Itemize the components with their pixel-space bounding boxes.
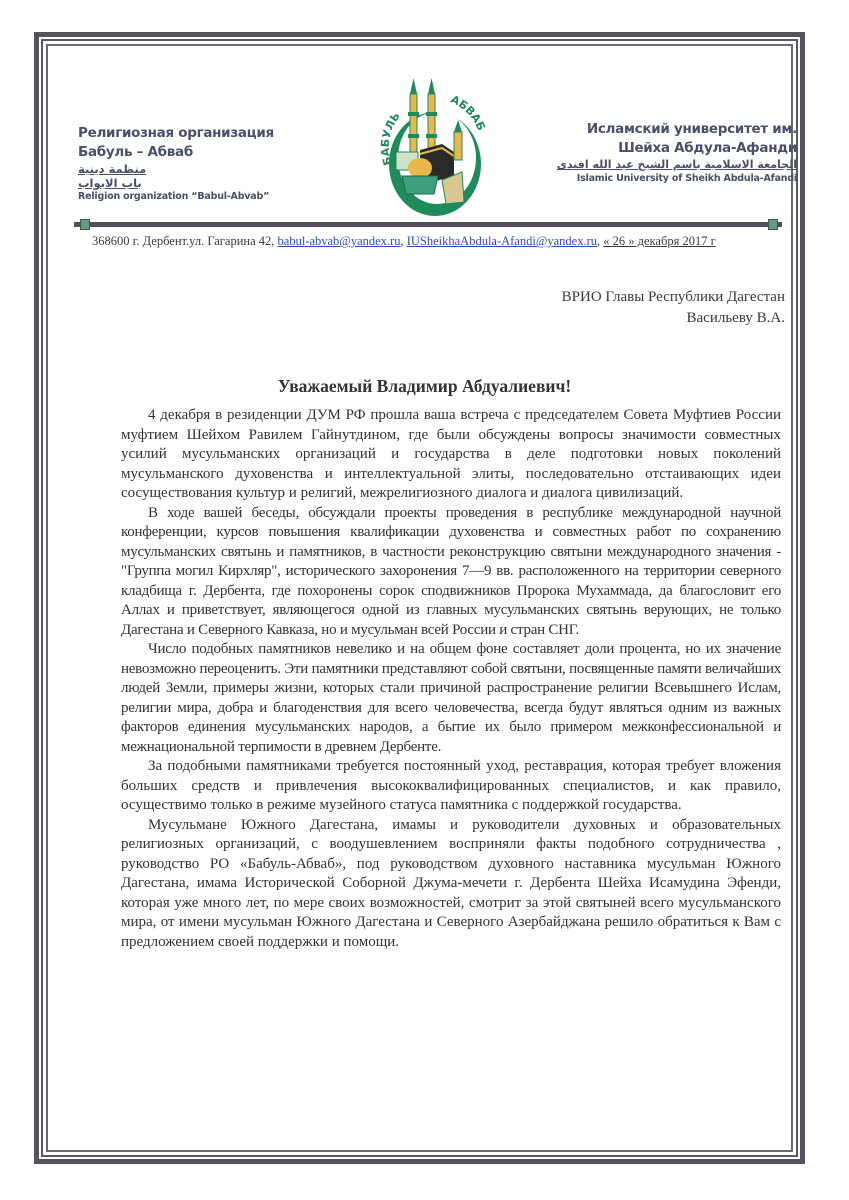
- separator-cap-left: [80, 219, 90, 230]
- org-name-english: Religion organization “Babul-Abvab”: [78, 191, 270, 202]
- address-line: [92, 234, 716, 249]
- body-paragraph: В ходе вашей беседы, обсуждали проекты проведения в республике международной научной конференции, курсов повышения квалификации духовенства и совместных работ по сохранению мусульманских святынь и памятников, в частности реконструкцию святыни международного значения - "Группа могил Кирхляр", исторического захоронения 7—9 вв. расположенного на территории северного кладбища г. Дербента, где похоронены сорок сподвижников Пророка Мухаммада, да благословит его Аллах и приветствует, являющегося одной из главных мусульманских святынь верующих, не только Дагестана и Северного Кавказа, но и мусульман всей России и стран СНГ.: [121, 504, 781, 638]
- letter-body: [121, 406, 781, 952]
- org-name-line2: Бабуль – Абваб: [78, 144, 193, 160]
- recipient-block: [562, 287, 785, 329]
- letter-date: « 26 » декабря 2017 г: [603, 234, 716, 248]
- body-paragraph: 4 декабря в резиденции ДУМ РФ прошла ваша встреча с председателем Совета Муфтиев России муфтием Шейхом Равилем Гайнутдином, где были обсуждены вопросы значимости совместных усилий мусульманских организаций и государства в деле подготовки новых поколений мусульманского духовенства и интеллектуальной элиты, последовательно отстаивающих идеи сосуществования культур и религий, межрелигиозного диалога и диалога цивилизаций.: [121, 407, 781, 501]
- org-name-arabic: منظمة دينية باب الابواب: [78, 162, 147, 190]
- salutation: Уважаемый Владимир Абдуалиевич!: [277, 376, 572, 396]
- recipient-name: Васильеву В.А.: [686, 310, 785, 326]
- university-name-arabic: الجامعة الاسلامية باسم الشيخ عبد الله افندى: [556, 158, 797, 171]
- recipient-title: ВРИО Главы Республики Дагестан: [561, 289, 785, 305]
- university-name-english: Islamic University of Sheikh Abdula-Afandi: [576, 173, 797, 184]
- mosque-logo-icon: [370, 72, 500, 217]
- postal-address: 368600 г. Дербент.ул. Гагарина 42,: [92, 234, 278, 248]
- org-name-line1: Религиозная организация: [78, 125, 274, 141]
- body-paragraph: Мусульмане Южного Дагестана, имамы и руководители духовных и образовательных религиозных организаций, с воодушевлением восприняли факты подобного сотрудничества , руководство РО «Бабуль-Абваб», под руководством духовного наставника мусульман Южного Дагестана, имама Исторической Соборной Джума-мечети г. Дербента Шейха Исамудина Эфенди, которая уже много лет, по мере своих возможностей, смотрит за этой святыней всего мусульманского мира, от имени мусульман Южного Дагестана и Северного Азербайджана решило обратиться к Вам с предложением своей поддержки и помощи.: [121, 816, 781, 950]
- letterhead-left: [78, 124, 318, 204]
- address-separator: ,: [400, 234, 407, 248]
- babul-abvab-logo: [370, 72, 500, 217]
- letterhead-separator: [74, 222, 782, 227]
- address-separator: ,: [597, 234, 604, 248]
- email-link-university[interactable]: IUSheikhaAbdula-Afandi@yandex.ru: [406, 234, 597, 248]
- svg-text:БАБУЛЬ: БАБУЛЬ: [378, 109, 403, 167]
- university-name-line2: Шейха Абдула-Афанди: [618, 140, 797, 156]
- body-paragraph: За подобными памятниками требуется постоянный уход, реставрация, которая требует вложения больших средств и привлечения высококвалифицированных специалистов, и как правило, осуществимо только в режиме музейного статуса памятника с поддержкой государства.: [121, 758, 781, 813]
- separator-cap-right: [768, 219, 778, 230]
- email-link-babul-abvab[interactable]: babul-abvab@yandex.ru: [277, 234, 401, 248]
- university-name-line1: Исламский университет им.: [586, 121, 797, 137]
- body-paragraph: Число подобных памятников невелико и на общем фоне составляет доли процента, но их значение невозможно переоценить. Эти памятники представляют собой святыни, посвященные памяти величайших людей Земли, примеры жизни, которых стали причиной распространение религии Всевышнего Ислам, религии мира, добра и благоденствия для всего человечества, всегда будут являться одним из важных факторов единения мусульманских народов, а бытие их было примером межконфессиональной и межнациональной терпимости в древнем Дербенте.: [121, 641, 781, 755]
- letterhead-right: [537, 120, 797, 186]
- svg-text:АБВАБ: АБВАБ: [448, 92, 488, 133]
